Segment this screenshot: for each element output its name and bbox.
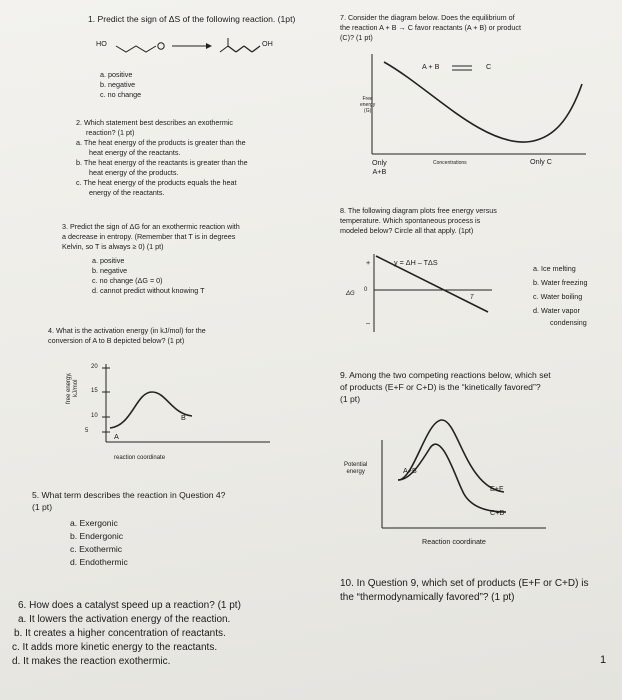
q8-option-b[interactable]: b. Water freezing bbox=[533, 278, 588, 287]
q10-question-line-1: 10. In Question 9, which set of products (E+F or C+D) is bbox=[340, 578, 589, 589]
q9-y-label bbox=[344, 462, 367, 476]
q3-option-c[interactable]: c. no change (ΔG = 0) bbox=[92, 276, 163, 285]
q2-option-a-line-1[interactable]: a. The heat energy of the products is greater than the bbox=[76, 138, 246, 147]
q8-zero-label: 0 bbox=[364, 287, 368, 293]
q8-question-line-3: modeled below? Circle all that apply. (1pt) bbox=[340, 226, 474, 235]
q6-option-c[interactable]: c. It adds more kinetic energy to the reactants. bbox=[12, 642, 218, 653]
q7-x-left-line-2: A+B bbox=[372, 167, 387, 176]
q7-question-line-2: the reaction A + B → C favor reactants (A + B) or product bbox=[340, 23, 521, 32]
q8-option-d-cont: condensing bbox=[550, 318, 587, 327]
q8-y-axis-label: ΔG bbox=[346, 291, 355, 297]
q2-option-c-line-2: energy of the reactants. bbox=[89, 188, 165, 197]
q4-point-b: B bbox=[181, 413, 186, 422]
q2-option-c-line-1[interactable]: c. The heat energy of the products equals the heat bbox=[76, 178, 237, 187]
q1-option-a[interactable]: a. positive bbox=[100, 70, 133, 79]
q7-x-left-label bbox=[372, 158, 387, 176]
q3-question-line-2: a decrease in entropy. (Remember that T is in degrees bbox=[62, 232, 236, 241]
q6-option-b[interactable]: b. It creates a higher concentration of reactants. bbox=[14, 628, 226, 639]
q5-option-d[interactable]: d. Endothermic bbox=[70, 557, 128, 567]
q8-question-line-2: temperature. Which spontaneous process is bbox=[340, 216, 481, 225]
q7-question-line-1: 7. Consider the diagram below. Does the equilibrium of bbox=[340, 13, 515, 22]
q4-question-line-1: 4. What is the activation energy (in kJ/mol) for the bbox=[48, 326, 206, 335]
q7-y-label-line-1: Free bbox=[362, 96, 373, 102]
q5-question-line-1: 5. What term describes the reaction in Question 4? bbox=[32, 490, 226, 500]
q4-question-line-2: conversion of A to B depicted below? (1 pt) bbox=[48, 336, 185, 345]
q8-equation-label: y = ΔH – TΔS bbox=[394, 258, 438, 267]
q3-option-b[interactable]: b. negative bbox=[92, 266, 128, 275]
q10-question-line-2: the “thermodynamically favored”? (1 pt) bbox=[340, 592, 515, 603]
q9-y-label-line-2: energy bbox=[346, 469, 365, 475]
q5-option-c[interactable]: c. Exothermic bbox=[70, 544, 123, 554]
q9-question-line-1: 9. Among the two competing reactions below, which set bbox=[340, 370, 551, 380]
q1-option-c[interactable]: c. no change bbox=[100, 90, 142, 99]
q2-question-line-2: reaction? (1 pt) bbox=[86, 128, 135, 137]
q7-energy-diagram bbox=[350, 48, 600, 168]
q1-reactant-label: HO bbox=[96, 39, 107, 48]
q4-y-label-line-2: kJ/mol bbox=[73, 379, 79, 397]
q6-option-a[interactable]: a. It lowers the activation energy of the reaction. bbox=[18, 614, 231, 625]
q8-option-c[interactable]: c. Water boiling bbox=[533, 292, 583, 301]
q4-point-a: A bbox=[114, 432, 119, 441]
q5-option-b[interactable]: b. Endergonic bbox=[70, 531, 124, 541]
q7-y-label bbox=[360, 96, 375, 114]
q2-question-line-1: 2. Which statement best describes an exothermic bbox=[76, 118, 233, 127]
q4-y-label-line-1: free energy, bbox=[66, 372, 72, 404]
q2-option-a-line-2: heat energy of the reactants. bbox=[89, 148, 181, 157]
q4-tick-5: 5 bbox=[85, 428, 89, 434]
q8-x-axis-label: T bbox=[470, 295, 474, 301]
q3-option-a[interactable]: a. positive bbox=[92, 256, 125, 265]
q8-question-line-1: 8. The following diagram plots free energy versus bbox=[340, 206, 497, 215]
q7-x-left-line-1: Only bbox=[372, 158, 387, 167]
q3-question-line-1: 3. Predict the sign of ΔG for an exothermic reaction with bbox=[62, 222, 240, 231]
q7-y-label-line-2: energy bbox=[360, 102, 376, 108]
q4-tick-20: 20 bbox=[91, 364, 98, 370]
q5-question-line-2: (1 pt) bbox=[32, 502, 53, 512]
q4-y-label bbox=[66, 372, 80, 404]
q9-question-line-3: (1 pt) bbox=[340, 394, 361, 404]
q1-question: 1. Predict the sign of ΔS of the following reaction. (1pt) bbox=[88, 14, 296, 24]
q4-energy-diagram bbox=[80, 360, 280, 460]
page-number: 1 bbox=[600, 654, 607, 666]
q4-tick-10: 10 bbox=[91, 413, 98, 419]
q8-option-a[interactable]: a. Ice melting bbox=[533, 264, 576, 273]
q8-minus-sign: – bbox=[366, 318, 370, 327]
q2-option-b-line-1[interactable]: b. The heat energy of the reactants is greater than the bbox=[76, 158, 248, 167]
q7-y-label-line-3: (G) bbox=[364, 108, 372, 114]
q8-gibbs-plot bbox=[360, 252, 520, 342]
q7-x-right-label: Only C bbox=[530, 157, 552, 166]
q3-option-d[interactable]: d. cannot predict without knowing T bbox=[92, 286, 205, 295]
q7-equation-left: A + B bbox=[422, 62, 440, 71]
q9-x-label: Reaction coordinate bbox=[422, 537, 486, 546]
q7-equation-right: C bbox=[486, 62, 492, 71]
q9-energy-diagram bbox=[370, 400, 550, 535]
q5-option-a[interactable]: a. Exergonic bbox=[70, 518, 118, 528]
q9-y-label-line-1: Potential bbox=[344, 462, 368, 468]
q7-x-middle-label: Concentrations bbox=[433, 160, 467, 166]
q3-question-line-3: Kelvin, so T is always ≥ 0) (1 pt) bbox=[62, 242, 164, 251]
q9-reactants-label: A+B bbox=[403, 466, 417, 475]
q4-x-label: reaction coordinate bbox=[114, 455, 166, 461]
q8-option-d[interactable]: d. Water vapor bbox=[533, 306, 580, 315]
q7-question-line-3: (C)? (1 pt) bbox=[340, 33, 373, 42]
q2-option-b-line-2: heat energy of the products. bbox=[89, 168, 179, 177]
q1-product-label: OH bbox=[262, 39, 273, 48]
q6-question: 6. How does a catalyst speed up a reaction? (1 pt) bbox=[18, 600, 241, 611]
q1-option-b[interactable]: b. negative bbox=[100, 80, 136, 89]
q4-tick-15: 15 bbox=[91, 388, 98, 394]
q1-reaction-diagram bbox=[96, 32, 286, 66]
q6-option-d[interactable]: d. It makes the reaction exothermic. bbox=[12, 656, 171, 667]
q9-question-line-2: of products (E+F or C+D) is the “kinetically favored”? bbox=[340, 382, 541, 392]
q8-plus-sign: + bbox=[366, 258, 371, 267]
q9-products-1-label: E+F bbox=[490, 484, 504, 493]
q9-products-2-label: C+D bbox=[490, 508, 505, 517]
